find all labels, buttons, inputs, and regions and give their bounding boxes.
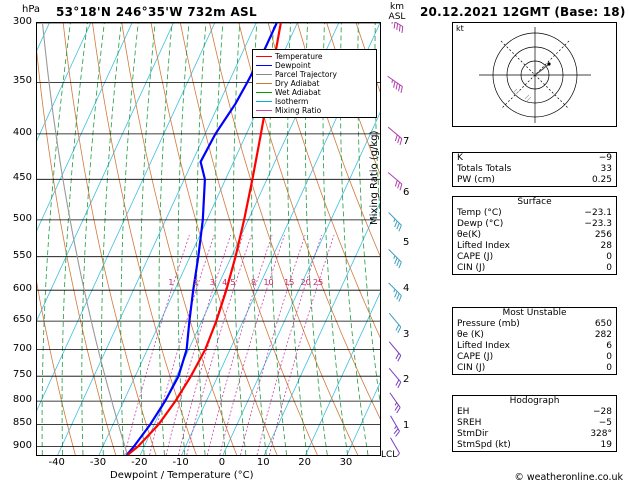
hodograph-stats-value: 328° bbox=[590, 429, 612, 439]
most-unstable-key: θe (K) bbox=[457, 330, 484, 340]
temperature-tick-label: 10 bbox=[256, 457, 270, 468]
x-axis-title: Dewpoint / Temperature (°C) bbox=[110, 470, 254, 481]
hodograph-svg bbox=[453, 23, 616, 126]
legend-swatch-isotherm bbox=[256, 101, 272, 102]
most-unstable-title: Most Unstable bbox=[502, 308, 567, 318]
temperature-tick-label: -10 bbox=[172, 457, 189, 468]
legend-swatch-dewpoint bbox=[256, 65, 272, 66]
altitude-axis-label-line2: ASL bbox=[388, 12, 406, 22]
hodograph-stats-key: SREH bbox=[457, 418, 482, 428]
skewt-plot bbox=[36, 22, 381, 456]
mixing-ratio-tick-label: 1 bbox=[168, 277, 174, 287]
surface-key: Lifted Index bbox=[457, 241, 510, 251]
most-unstable-row bbox=[453, 330, 616, 341]
station-title: 53°18'N 246°35'W 732m ASL bbox=[56, 5, 257, 19]
hodograph-stats-value: −5 bbox=[598, 418, 612, 428]
most-unstable-panel bbox=[452, 307, 617, 375]
indices-key: K bbox=[457, 153, 463, 163]
mixing-ratio-tick-label: 4 bbox=[222, 277, 228, 287]
indices-key: PW (cm) bbox=[457, 175, 495, 185]
mixing-ratio-tick-label: 5 bbox=[230, 277, 236, 287]
most-unstable-row bbox=[453, 352, 616, 363]
mixing-ratio-tick-label: 25 bbox=[313, 277, 324, 287]
most-unstable-value: 6 bbox=[606, 341, 612, 351]
indices-value: 33 bbox=[600, 164, 612, 174]
pressure-tick-label: 550 bbox=[12, 249, 32, 261]
hodograph-stats-row bbox=[453, 407, 616, 418]
temperature-tick-label: -40 bbox=[48, 457, 65, 468]
model-run-title: 20.12.2021 12GMT (Base: 18) bbox=[420, 5, 626, 19]
legend-label-dry-adiabat: Dry Adiabat bbox=[275, 79, 320, 88]
pressure-tick-label: 300 bbox=[12, 16, 32, 27]
altitude-axis-label bbox=[384, 2, 410, 22]
height-tick-label: 7 bbox=[403, 136, 410, 148]
legend-swatch-parcel bbox=[256, 74, 272, 75]
altitude-axis-label-line1: km bbox=[390, 2, 404, 12]
mixing-ratio-tick-label: 10 bbox=[263, 277, 274, 287]
surface-key: Temp (°C) bbox=[457, 208, 502, 218]
legend-item-wet-adiabat bbox=[256, 88, 373, 97]
pressure-tick-label: 750 bbox=[12, 369, 32, 381]
most-unstable-key: Lifted Index bbox=[457, 341, 510, 351]
most-unstable-key: CAPE (J) bbox=[457, 352, 494, 362]
hodograph-stats-value: −28 bbox=[593, 407, 612, 417]
pressure-tick-label: 850 bbox=[12, 417, 32, 429]
indices-value: 0.25 bbox=[591, 175, 612, 185]
height-tick-label: 6 bbox=[403, 187, 410, 199]
indices-panel bbox=[452, 152, 617, 187]
temperature-tick-label: 0 bbox=[218, 457, 226, 468]
surface-value: 0 bbox=[606, 263, 612, 273]
height-tick-label: 4 bbox=[403, 283, 410, 295]
most-unstable-key: CIN (J) bbox=[457, 363, 486, 373]
surface-value: 256 bbox=[594, 230, 612, 240]
surface-panel-title: Surface bbox=[517, 197, 552, 207]
most-unstable-row bbox=[453, 341, 616, 352]
pressure-tick-label: 400 bbox=[12, 126, 32, 138]
hodograph-stats-title: Hodograph bbox=[509, 396, 560, 406]
hodograph-stats-value: 19 bbox=[600, 440, 612, 450]
copyright-text: © weatheronline.co.uk bbox=[514, 472, 623, 483]
mixing-ratio-tick-label: 15 bbox=[284, 277, 295, 287]
mixing-ratio-tick-label: 3 bbox=[209, 277, 215, 287]
legend-label-temperature: Temperature bbox=[275, 52, 323, 61]
most-unstable-value: 650 bbox=[594, 319, 612, 329]
pressure-tick-label: 600 bbox=[12, 283, 32, 295]
lcl-label: LCL bbox=[381, 450, 398, 460]
legend-label-parcel: Parcel Trajectory bbox=[275, 70, 337, 79]
pressure-tick-label: 800 bbox=[12, 394, 32, 406]
temperature-tick-label: 20 bbox=[298, 457, 311, 468]
surface-key: CIN (J) bbox=[457, 263, 486, 273]
wind-barb-column bbox=[381, 22, 409, 456]
legend-item-isotherm bbox=[256, 97, 373, 106]
legend-swatch-dry-adiabat bbox=[256, 83, 272, 84]
surface-value: −23.3 bbox=[584, 219, 612, 229]
hodograph-stats-panel bbox=[452, 395, 617, 452]
surface-row bbox=[453, 241, 616, 252]
surface-value: −23.1 bbox=[584, 208, 612, 218]
hodograph-stats-key: EH bbox=[457, 407, 470, 417]
legend-item-dry-adiabat bbox=[256, 79, 373, 88]
surface-value: 0 bbox=[606, 252, 612, 262]
indices-row bbox=[453, 153, 616, 164]
legend-swatch-wet-adiabat bbox=[256, 92, 272, 93]
most-unstable-value: 0 bbox=[606, 363, 612, 373]
pressure-tick-label: 350 bbox=[12, 75, 32, 87]
height-tick-label: 1 bbox=[403, 419, 410, 431]
surface-key: CAPE (J) bbox=[457, 252, 494, 262]
pressure-tick-label: 450 bbox=[12, 172, 32, 184]
indices-row bbox=[453, 164, 616, 175]
legend-label-mixing-ratio: Mixing Ratio bbox=[275, 106, 322, 115]
height-tick-label: 5 bbox=[403, 236, 410, 248]
legend-swatch-temperature bbox=[256, 56, 272, 57]
most-unstable-row bbox=[453, 319, 616, 330]
height-tick-label: 2 bbox=[403, 374, 410, 386]
pressure-tick-label: 700 bbox=[12, 342, 32, 354]
surface-panel bbox=[452, 196, 617, 275]
hodograph-unit-label: kt bbox=[456, 24, 464, 33]
legend-label-dewpoint: Dewpoint bbox=[275, 61, 311, 70]
most-unstable-row bbox=[453, 363, 616, 374]
surface-row bbox=[453, 219, 616, 230]
pressure-tick-label: 650 bbox=[12, 314, 32, 326]
indices-value: −9 bbox=[598, 153, 612, 163]
surface-row bbox=[453, 230, 616, 241]
pressure-tick-label: 900 bbox=[12, 439, 32, 451]
most-unstable-key: Pressure (mb) bbox=[457, 319, 520, 329]
temperature-tick-label: 30 bbox=[339, 457, 353, 468]
pressure-unit-label: hPa bbox=[22, 4, 41, 15]
copyright bbox=[514, 472, 623, 483]
hodograph bbox=[452, 22, 617, 127]
pressure-tick-label: 500 bbox=[12, 212, 32, 224]
legend-swatch-mixing-ratio bbox=[256, 110, 272, 111]
surface-row bbox=[453, 208, 616, 219]
most-unstable-value: 282 bbox=[594, 330, 612, 340]
height-tick-label: 3 bbox=[403, 329, 410, 341]
indices-row bbox=[453, 175, 616, 186]
legend-item-temperature bbox=[256, 52, 373, 61]
legend-label-wet-adiabat: Wet Adiabat bbox=[275, 88, 321, 97]
hodograph-stats-key: StmSpd (kt) bbox=[457, 440, 511, 450]
legend-label-isotherm: Isotherm bbox=[275, 97, 309, 106]
mixing-ratio-axis-title: Mixing Ratio (g/kg) bbox=[369, 130, 380, 225]
surface-row bbox=[453, 252, 616, 263]
mixing-ratio-tick-label: 8 bbox=[251, 277, 257, 287]
surface-key: θe(K) bbox=[457, 230, 481, 240]
temperature-tick-label: -20 bbox=[131, 457, 148, 468]
legend bbox=[252, 49, 377, 118]
surface-value: 28 bbox=[600, 241, 612, 251]
hodograph-stats-row bbox=[453, 440, 616, 451]
mixing-ratio-tick-label: 20 bbox=[300, 277, 311, 287]
mixing-ratio-tick-label: 2 bbox=[193, 277, 199, 287]
most-unstable-value: 0 bbox=[606, 352, 612, 362]
temperature-tick-label: -30 bbox=[89, 457, 107, 468]
indices-key: Totals Totals bbox=[457, 164, 512, 174]
legend-item-mixing-ratio bbox=[256, 106, 373, 115]
hodograph-stats-row bbox=[453, 429, 616, 440]
hodograph-stats-row bbox=[453, 418, 616, 429]
legend-item-dewpoint bbox=[256, 61, 373, 70]
surface-key: Dewp (°C) bbox=[457, 219, 504, 229]
legend-item-parcel bbox=[256, 70, 373, 79]
wind-barb-svg bbox=[381, 22, 409, 456]
surface-row bbox=[453, 263, 616, 274]
hodograph-stats-key: StmDir bbox=[457, 429, 489, 439]
